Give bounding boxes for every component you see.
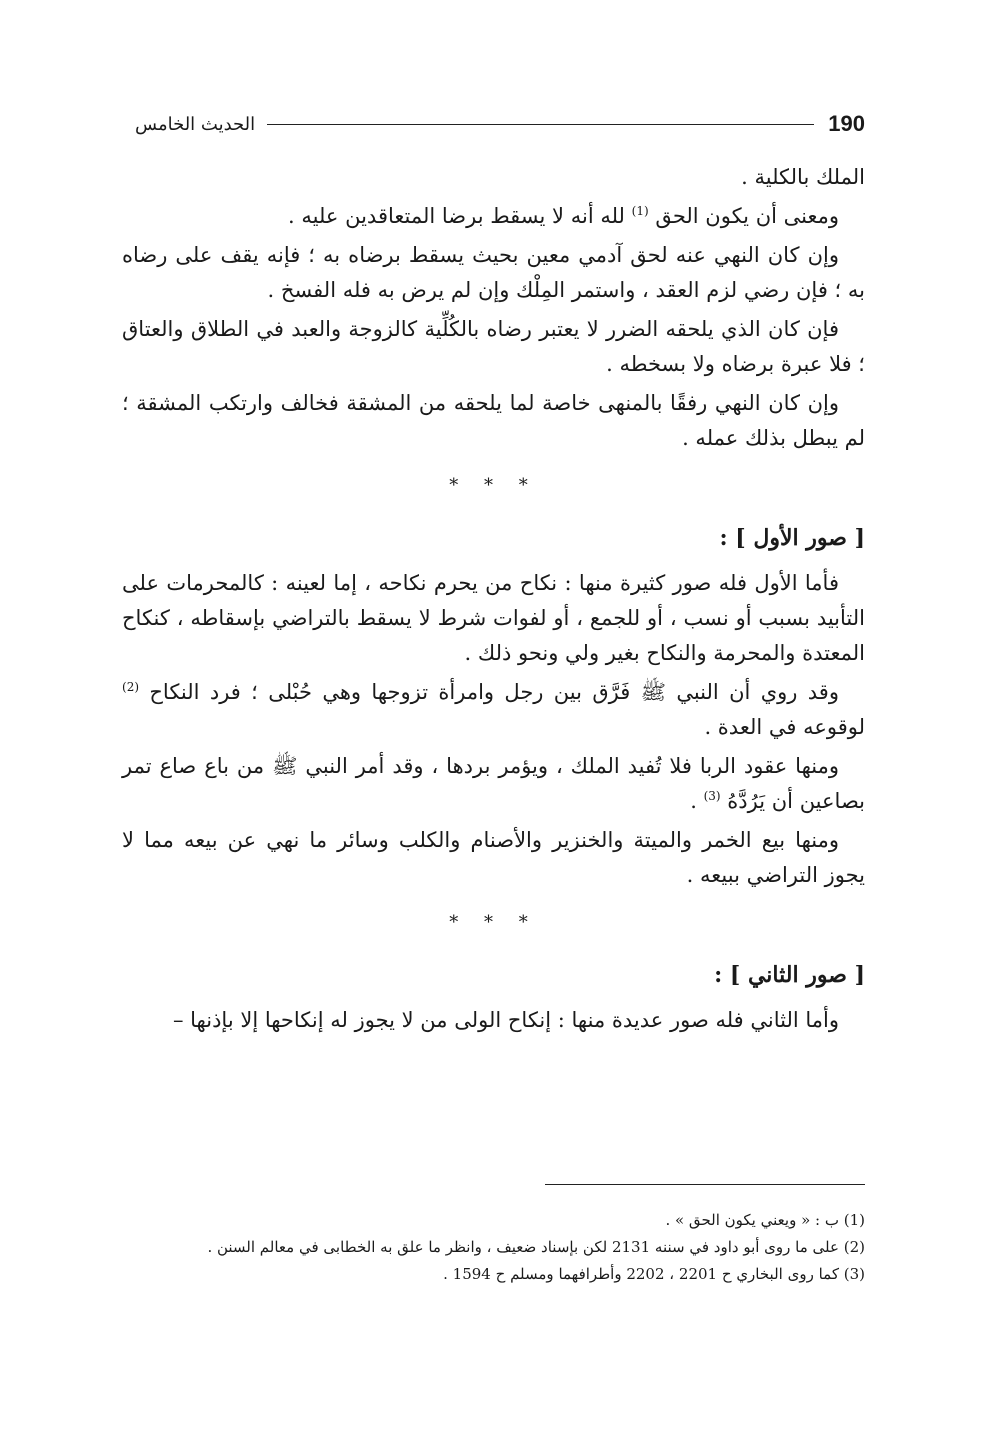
section-separator: * * * xyxy=(449,475,538,496)
paragraph xyxy=(122,160,865,195)
footnote: (3) كما روى البخاري ح 2201 ، 2202 وأطرافهما ومسلم ح 1594 . xyxy=(443,1265,865,1283)
paragraph xyxy=(122,386,865,456)
running-title: الحديث الخامس xyxy=(135,113,256,135)
footnotes xyxy=(122,1184,865,1288)
paragraph xyxy=(122,312,865,382)
section-heading: [ صور الثاني ] : xyxy=(714,962,865,988)
paragraph xyxy=(122,749,865,819)
footnote-ref[interactable]: (3) xyxy=(703,789,721,803)
paragraph xyxy=(122,675,865,745)
paragraph xyxy=(122,238,865,308)
paragraph xyxy=(122,566,865,671)
section-heading: [ صور الأول ] : xyxy=(719,525,865,551)
paragraph xyxy=(122,1003,865,1038)
footnote-rule xyxy=(545,1184,865,1185)
paragraph-text: وأما الثاني فله صور عديدة منها : إنكاح الولى من لا يجوز له إنكاحها إلا بإذنها – xyxy=(172,1008,839,1032)
paragraph-text: . xyxy=(690,789,697,813)
paragraph-text: لوقوعه في العدة . xyxy=(704,715,865,739)
footnote-ref[interactable]: (2) xyxy=(122,680,140,694)
section-separator: * * * xyxy=(449,912,538,933)
paragraph-text: وإن كان النهي رفقًا بالمنهى خاصة لما يلحقه من المشقة فخالف وارتكب المشقة ؛ لم يبطل بذلك عمله . xyxy=(122,391,865,450)
footnote: (1) ب : « ويعني يكون الحق » . xyxy=(665,1211,865,1229)
body-text xyxy=(122,160,865,1042)
paragraph-text: ومعنى أن يكون الحق xyxy=(655,204,839,228)
paragraph xyxy=(122,823,865,893)
header-rule xyxy=(267,124,814,125)
page-number: 190 xyxy=(828,111,865,136)
paragraph-text: فأما الأول فله صور كثيرة منها : نكاح من يحرم نكاحه ، إما لعينه : كالمحرمات على التأبيد بسبب أو نسب ، أو للجمع ، أو لفوات شرط لا يسقط بالتراضي بإسقاطه ، كنكاح المعتدة والمحرمة والنكاح بغير ولي ونحو ذلك . xyxy=(122,571,865,665)
paragraph-text: ومنها عقود الربا فلا تُفيد الملك ، ويؤمر بردها ، وقد أمر النبي ﷺ من باع صاع تمر بصاعين أن يَرُدَّهُ xyxy=(122,754,865,813)
footnote-ref[interactable]: (1) xyxy=(631,204,649,218)
footnote: (2) على ما روى أبو داود في سننه 2131 لكن بإسناد ضعيف ، وانظر ما علق به الخطابى في معالم السنن . xyxy=(207,1238,865,1256)
page-header xyxy=(135,104,865,144)
paragraph-text: ومنها بيع الخمر والميتة والخنزير والأصنام والكلب وسائر ما نهي عن بيعه مما لا يجوز التراضي ببيعه . xyxy=(122,828,865,887)
paragraph-text: لله أنه لا يسقط برضا المتعاقدين عليه . xyxy=(288,204,625,228)
paragraph-text: وإن كان النهي عنه لحق آدمي معين بحيث يسقط برضاه به ؛ فإنه يقف على رضاه به ؛ فإن رضي لزم العقد ، واستمر المِلْك وإن لم يرض به فله الفسخ . xyxy=(122,243,865,302)
paragraph-text: فإن كان الذي يلحقه الضرر لا يعتبر رضاه بالكُلِّية كالزوجة والعبد في الطلاق والعتاق ؛ فلا عبرة برضاه ولا بسخطه . xyxy=(122,317,865,376)
paragraph-text: الملك بالكلية . xyxy=(741,165,865,189)
paragraph xyxy=(122,199,865,234)
paragraph-text: وقد روي أن النبي ﷺ فَرَّق بين رجل وامرأة تزوجها وهي حُبْلى ؛ فرد النكاح xyxy=(149,680,839,704)
